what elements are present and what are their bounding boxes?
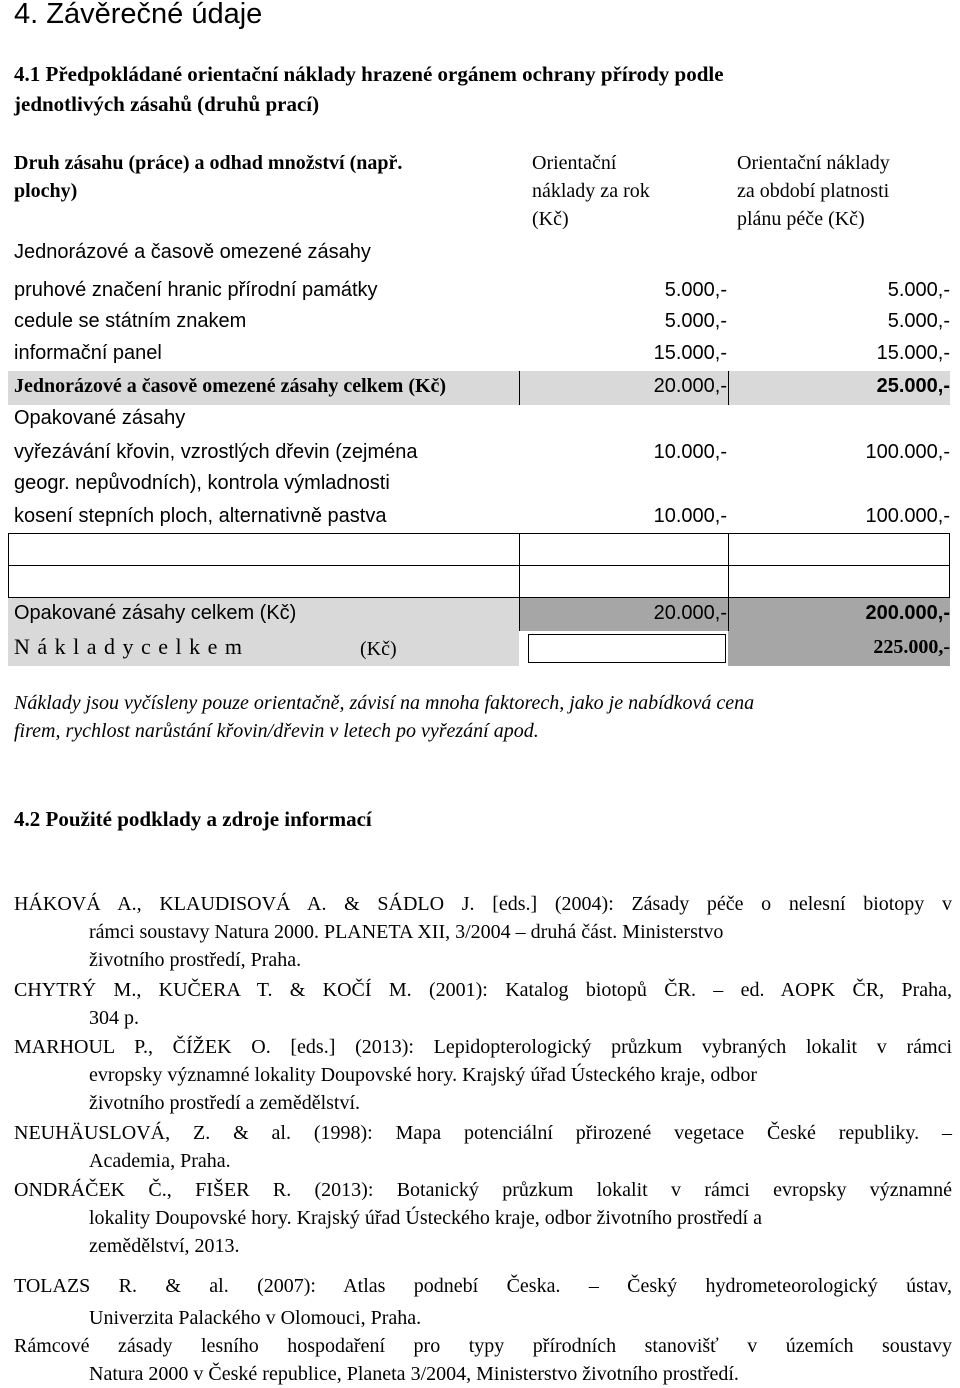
reference-line: TOLAZS R. & al. (2007): Atlas podnebí Česka. – Český hydrometeorologický ústav, (14, 1275, 952, 1297)
section-title-line2: jednotlivých zásahů (druhů prací) (14, 92, 320, 116)
row-period-value: 15.000,- (876, 342, 950, 364)
reference-line: ONDRÁČEK Č., FIŠER R. (2013): Botanický průzkum lokalit v rámci evropsky významné (14, 1179, 952, 1201)
reference-line: životního prostředí a zemědělství. (89, 1092, 361, 1114)
header-col1-line2: plochy) (14, 180, 78, 202)
row-label-line2: geogr. nepůvodních), kontrola výmladnosti (14, 472, 390, 494)
header-col3-line2: za období platnosti (737, 180, 890, 202)
section-title-line1: 4.1 Předpokládané orientační náklady hrazené orgánem ochrany přírody podle (14, 62, 724, 86)
reference-item (14, 890, 952, 974)
header-col2-line2: náklady za rok (532, 180, 650, 202)
group2-title: Opakované zásahy (14, 407, 186, 429)
reference-line: rámci soustavy Natura 2000. PLANETA XII, 3/2004 – druhá část. Ministerstvo (89, 921, 724, 943)
cost-note-line2: firem, rychlost narůstání křovin/dřevin v letech po vyřezání apod. (14, 720, 539, 742)
reference-line: Natura 2000 v České republice, Planeta 3/2004, Ministerstvo životního prostředí. (89, 1363, 739, 1385)
row-label: informační panel (14, 342, 162, 364)
page-title: 4. Závěrečné údaje (14, 0, 263, 30)
divider (519, 533, 520, 566)
reference-item (14, 1176, 952, 1260)
section-title: 4.2 Použité podklady a zdroje informací (14, 807, 372, 831)
reference-line: životního prostředí, Praha. (89, 949, 302, 971)
reference-item (14, 976, 952, 1032)
header-col3-line3: plánu péče (Kč) (737, 208, 865, 230)
row-label: pruhové značení hranic přírodní památky (14, 279, 378, 301)
reference-line: evropsky významné lokality Doupovské hory. Krajský úřad Ústeckého kraje, odbor (89, 1064, 757, 1086)
empty-row (8, 565, 950, 598)
reference-line: CHYTRÝ M., KUČERA T. & KOČÍ M. (2001): Katalog biotopů ČR. – ed. AOPK ČR, Praha, (14, 979, 952, 1001)
reference-line: lokality Doupovské hory. Krajský úřad Ústeckého kraje, odbor životního prostředí a (89, 1207, 762, 1229)
divider (519, 565, 520, 598)
group2-total-year: 20.000,- (653, 602, 727, 624)
group2-total-period: 200.000,- (865, 602, 950, 624)
header-col2-line3: (Kč) (532, 208, 569, 230)
row-period-value: 100.000,- (865, 441, 950, 463)
row-year-value: 10.000,- (653, 441, 727, 463)
reference-item (14, 1119, 952, 1175)
divider (728, 533, 729, 566)
grand-total-period: 225.000,- (873, 636, 950, 658)
reference-line: 304 p. (89, 1007, 139, 1029)
header-col1-line1: Druh zásahu (práce) a odhad množství (např. (14, 152, 403, 174)
group1-title: Jednorázové a časově omezené zásahy (14, 241, 371, 263)
group1-total-year: 20.000,- (653, 375, 727, 397)
reference-item (14, 1033, 952, 1117)
empty-row (8, 533, 950, 566)
reference-line: MARHOUL P., ČÍŽEK O. [eds.] (2013): Lepidopterologický průzkum vybraných lokalit v rámci (14, 1036, 952, 1058)
grand-total-label: N á k l a d y c e l k e m (14, 634, 244, 659)
header-col3-line1: Orientační náklady (737, 152, 890, 174)
grand-total-empty-cell (528, 634, 726, 663)
group1-total-label: Jednorázové a časově omezené zásahy celkem (Kč) (14, 375, 447, 397)
divider (519, 598, 520, 631)
group1-total-period: 25.000,- (876, 375, 950, 397)
row-label: cedule se státním znakem (14, 310, 247, 332)
grand-total-unit: (Kč) (360, 638, 397, 660)
reference-line: HÁKOVÁ A., KLAUDISOVÁ A. & SÁDLO J. [eds.] (2004): Zásady péče o nelesní biotopy v (14, 893, 952, 915)
group2-total-label: Opakované zásahy celkem (Kč) (14, 602, 297, 624)
row-year-value: 10.000,- (653, 505, 727, 527)
reference-item (14, 1332, 952, 1388)
reference-line: Rámcové zásady lesního hospodaření pro typy přírodních stanovišť v územích soustavy (14, 1335, 952, 1357)
row-label: kosení stepních ploch, alternativně pastva (14, 505, 387, 527)
reference-line: zemědělství, 2013. (89, 1235, 240, 1257)
divider (728, 371, 729, 405)
reference-line: Univerzita Palackého v Olomouci, Praha. (89, 1307, 422, 1329)
row-period-value: 5.000,- (887, 279, 950, 301)
reference-item (14, 1270, 952, 1334)
row-label-line1: vyřezávání křovin, vzrostlých dřevin (zejména (14, 441, 418, 463)
divider (728, 598, 729, 631)
reference-line: Academia, Praha. (89, 1150, 231, 1172)
cost-note-line1: Náklady jsou vyčísleny pouze orientačně, závisí na mnoha faktorech, jako je nabídková cena (14, 692, 755, 714)
header-col2-line1: Orientační (532, 152, 617, 174)
row-period-value: 100.000,- (865, 505, 950, 527)
reference-line: NEUHÄUSLOVÁ, Z. & al. (1998): Mapa potenciální přirozené vegetace České republiky. – (14, 1122, 952, 1144)
divider (519, 371, 520, 405)
row-year-value: 15.000,- (653, 342, 727, 364)
row-year-value: 5.000,- (664, 310, 727, 332)
row-period-value: 5.000,- (887, 310, 950, 332)
row-year-value: 5.000,- (664, 279, 727, 301)
divider (728, 565, 729, 598)
